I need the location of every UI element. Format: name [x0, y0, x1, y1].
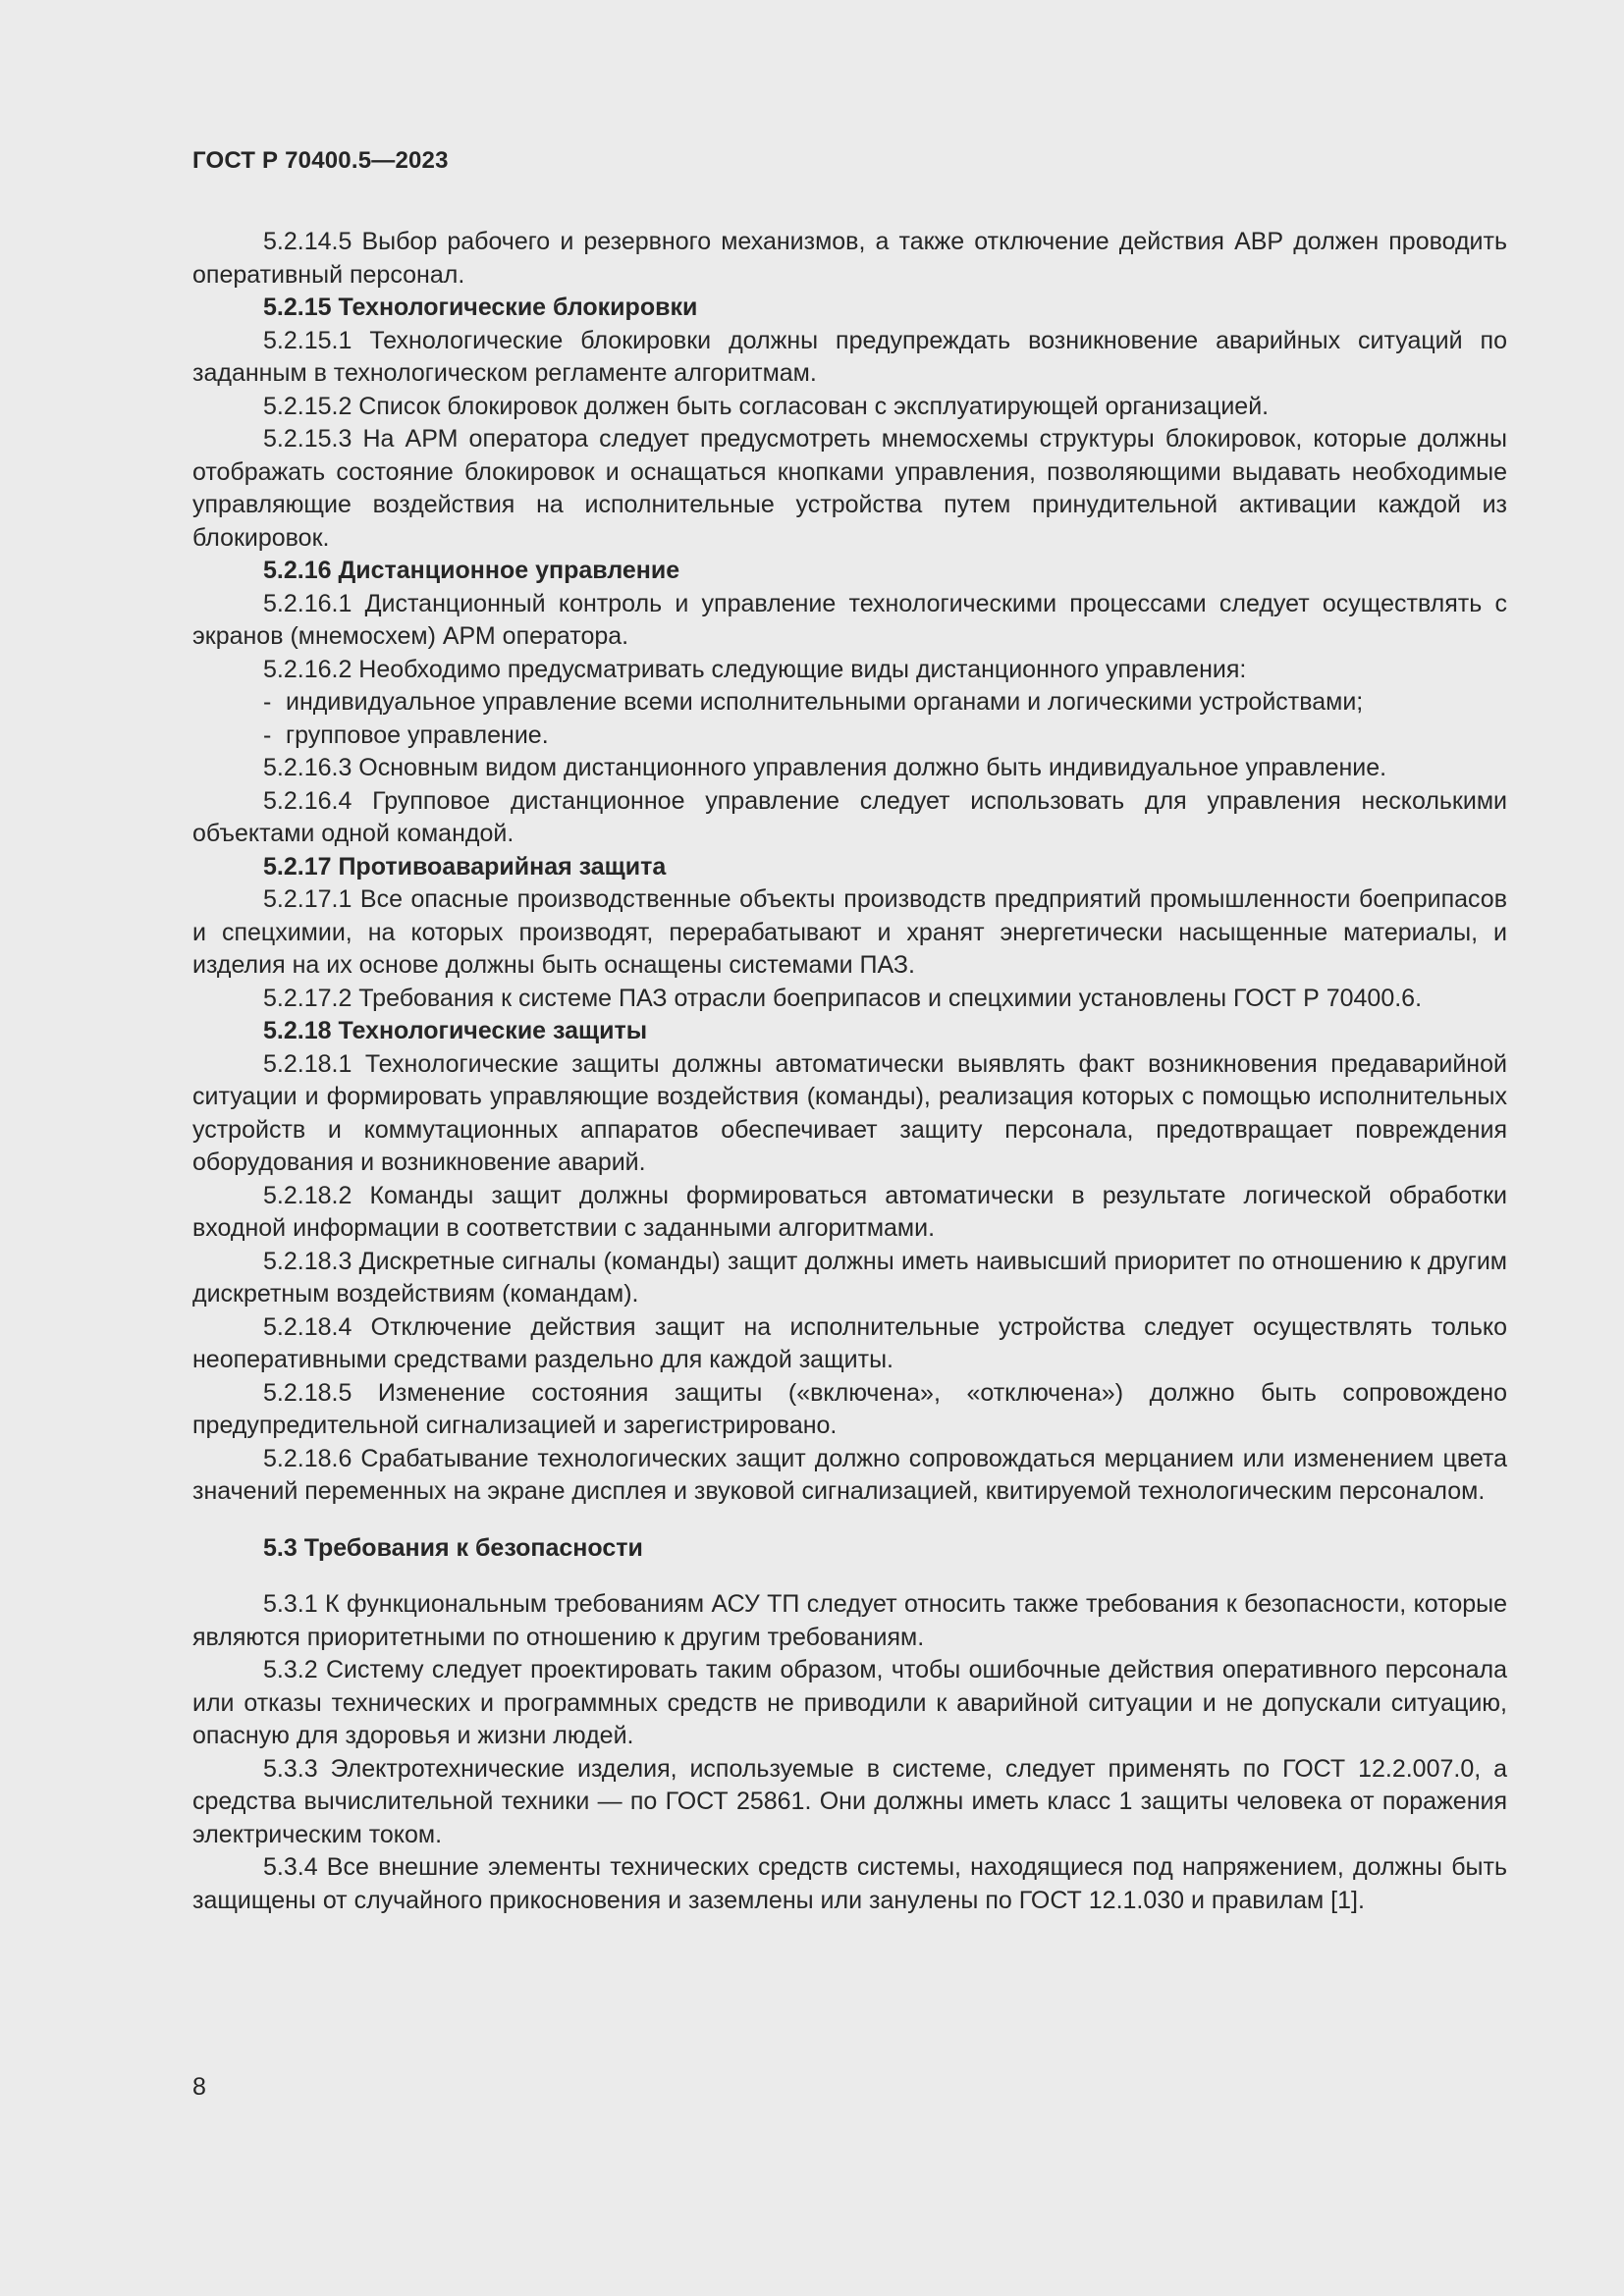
list-item — [192, 686, 1507, 720]
page-number: 8 — [192, 2073, 206, 2101]
list-bullet: - — [263, 688, 272, 716]
paragraph-5-2-17-1: 5.2.17.1 Все опасные производственные объекты производств предприятий промышленности боеприпасов и спецхимии, на которых производят, перерабатывают и хранят энергетически насыщенные материалы, и изделия на их основе должны быть оснащены системами ПАЗ. — [192, 885, 1507, 979]
heading-5-2-17: 5.2.17 Противоаварийная защита — [263, 852, 667, 881]
list-item-text: групповое управление. — [286, 721, 549, 749]
paragraph-5-2-18-1: 5.2.18.1 Технологические защиты должны автоматически выявлять факт возникновения предаварийной ситуации и формировать управляющие воздействия (команды), реализация которых с помощью исполнительных устройств и коммутационных аппаратов обеспечивает защиту персонала, предотвращает повреждения оборудования и возникновение аварий. — [192, 1049, 1507, 1176]
paragraph-5-3-3: 5.3.3 Электротехнические изделия, используемые в системе, следует применять по ГОСТ 12.2.007.0, а средства вычислительной техники — по ГОСТ 25861. Они должны иметь класс 1 защиты человека от поражения электрическим током. — [192, 1754, 1507, 1848]
heading-5-2-16: 5.2.16 Дистанционное управление — [263, 557, 680, 584]
paragraph-5-2-18-3: 5.2.18.3 Дискретные сигналы (команды) защит должны иметь наивысший приоритет по отношению к другим дискретным воздействиям (командам). — [192, 1247, 1507, 1308]
section-heading-5-3: 5.3 Требования к безопасности — [263, 1533, 643, 1562]
paragraph-5-2-16-1: 5.2.16.1 Дистанционный контроль и управление технологическими процессами следует осуществлять с экранов (мнемосхем) АРМ оператора. — [192, 589, 1507, 650]
paragraph-5-2-17-2: 5.2.17.2 Требования к системе ПАЗ отрасли боеприпасов и спецхимии установлены ГОСТ Р 70400.6. — [263, 984, 1423, 1012]
paragraph-5-2-16-2: 5.2.16.2 Необходимо предусматривать следующие виды дистанционного управления: — [263, 655, 1247, 683]
paragraph-5-2-15-1: 5.2.15.1 Технологические блокировки должны предупреждать возникновение аварийных ситуаций по заданным в технологическом регламенте алгоритмам. — [192, 326, 1507, 387]
paragraph-5-2-16-3: 5.2.16.3 Основным видом дистанционного управления должно быть индивидуальное управление. — [263, 754, 1387, 781]
paragraph-5-2-18-6: 5.2.18.6 Срабатывание технологических защит должно сопровождаться мерцанием или изменением цвета значений переменных на экране дисплея и звуковой сигнализацией, квитируемой технологическим персоналом. — [192, 1444, 1507, 1505]
list-item — [192, 720, 1507, 753]
list-bullet: - — [263, 721, 272, 749]
paragraph-5-2-18-5: 5.2.18.5 Изменение состояния защиты («включена», «отключена») должно быть сопровождено предупредительной сигнализацией и зарегистрировано. — [192, 1378, 1507, 1439]
paragraph-5-2-18-2: 5.2.18.2 Команды защит должны формироваться автоматически в результате логической обработки входной информации в соответствии с заданными алгоритмами. — [192, 1181, 1507, 1242]
paragraph-5-3-2: 5.3.2 Систему следует проектировать таким образом, чтобы ошибочные действия оперативного персонала или отказы технических и программных средств не приводили к аварийной ситуации и не допускали ситуацию, опасную для здоровья и жизни людей. — [192, 1656, 1507, 1749]
paragraph-5-2-15-3: 5.2.15.3 На АРМ оператора следует предусмотреть мнемосхемы структуры блокировок, которые должны отображать состояние блокировок и оснащаться кнопками управления, позволяющими выдавать необходимые управляющие воздействия на исполнительные устройства путем принудительной активации каждой из блокировок. — [192, 425, 1507, 552]
paragraph-5-2-18-4: 5.2.18.4 Отключение действия защит на исполнительные устройства следует осуществлять только неоперативными средствами раздельно для каждой защиты. — [192, 1312, 1507, 1373]
paragraph-5-2-15-2: 5.2.15.2 Список блокировок должен быть согласован с эксплуатирующей организацией. — [263, 392, 1270, 420]
heading-5-2-18: 5.2.18 Технологические защиты — [263, 1017, 648, 1044]
document-header: ГОСТ Р 70400.5—2023 — [192, 147, 449, 174]
paragraph-5-2-16-4: 5.2.16.4 Групповое дистанционное управление следует использовать для управления несколькими объектами одной командой. — [192, 786, 1507, 847]
paragraph-5-3-4: 5.3.4 Все внешние элементы технических средств системы, находящиеся под напряжением, должны быть защищены от случайного прикосновения и заземлены или занулены по ГОСТ 12.1.030 и правилам [1]. — [192, 1853, 1507, 1914]
list-item-text: индивидуальное управление всеми исполнительными органами и логическими устройствами; — [286, 688, 1364, 716]
paragraph-5-3-1: 5.3.1 К функциональным требованиям АСУ ТП следует относить также требования к безопасности, которые являются приоритетными по отношению к другим требованиям. — [192, 1590, 1507, 1651]
paragraph-5-2-14-5: 5.2.14.5 Выбор рабочего и резервного механизмов, а также отключение действия АВР должен проводить оперативный персонал. — [192, 228, 1507, 289]
document-body — [192, 226, 1507, 1917]
heading-5-2-15: 5.2.15 Технологические блокировки — [263, 294, 698, 321]
